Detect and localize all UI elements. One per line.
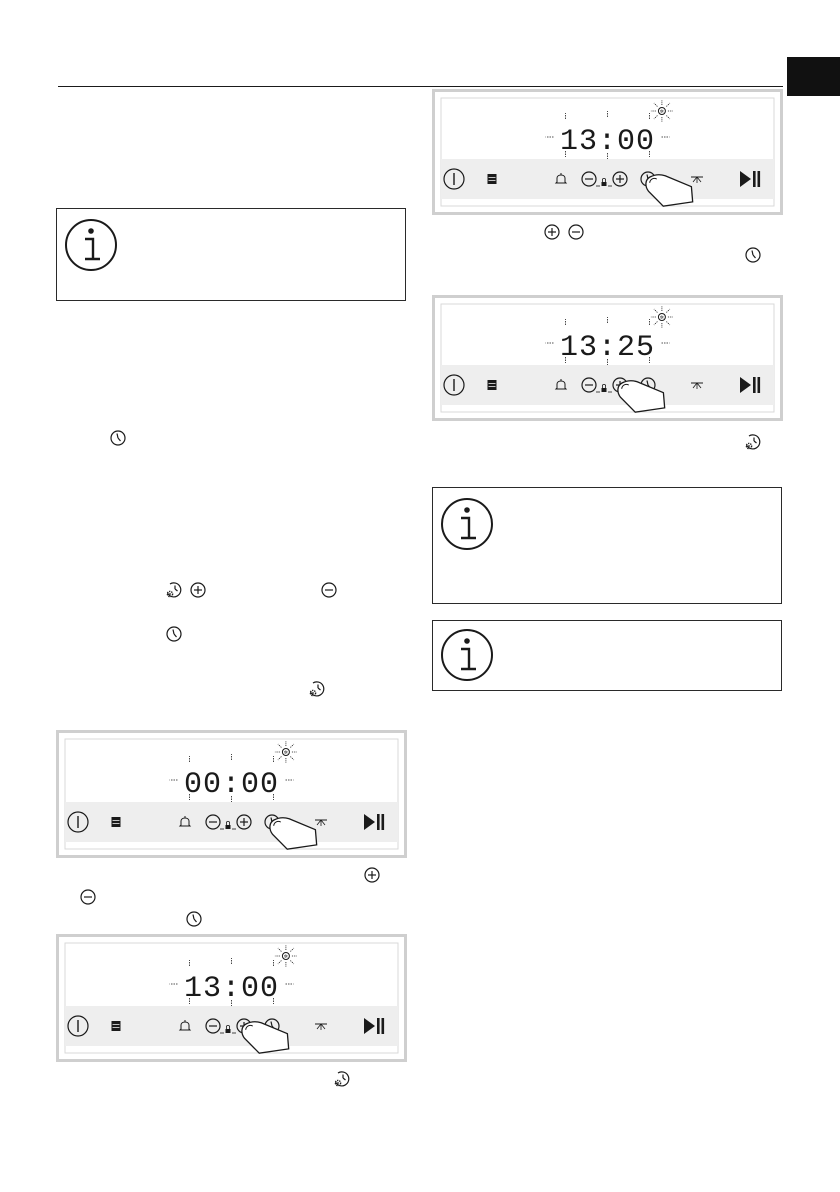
control-panel-illustration [56, 730, 407, 858]
info-box [432, 487, 782, 604]
clock-gear-icon [164, 580, 184, 600]
clock-icon [184, 909, 204, 929]
menu-button[interactable] [488, 380, 497, 390]
info-icon [437, 494, 497, 554]
time-readout: 00:00 [183, 768, 280, 802]
clock-gear-icon [307, 679, 327, 699]
info-box [56, 208, 406, 301]
time-readout: 13:00 [559, 125, 656, 159]
menu-button[interactable] [488, 174, 497, 184]
clock-gear-icon [332, 1069, 352, 1089]
clock-gear-icon [743, 432, 763, 452]
plus-icon [542, 222, 562, 242]
plus-icon [362, 865, 382, 885]
plus-icon [188, 580, 208, 600]
info-box [432, 620, 782, 691]
clock-icon [108, 428, 128, 448]
minus-icon [319, 580, 339, 600]
clock-icon [743, 245, 763, 265]
time-readout: 13:25 [559, 331, 656, 365]
menu-button[interactable] [112, 1021, 121, 1031]
control-panel-illustration [56, 934, 407, 1062]
header-rule [58, 86, 783, 87]
time-readout: 13:00 [183, 972, 280, 1006]
info-icon [61, 215, 121, 275]
menu-button[interactable] [112, 817, 121, 827]
info-icon [437, 625, 497, 685]
control-panel-illustration [432, 295, 783, 421]
minus-icon [78, 887, 98, 907]
minus-icon [566, 222, 586, 242]
language-tab [787, 57, 840, 96]
clock-icon [164, 624, 184, 644]
control-panel-illustration [432, 89, 783, 215]
